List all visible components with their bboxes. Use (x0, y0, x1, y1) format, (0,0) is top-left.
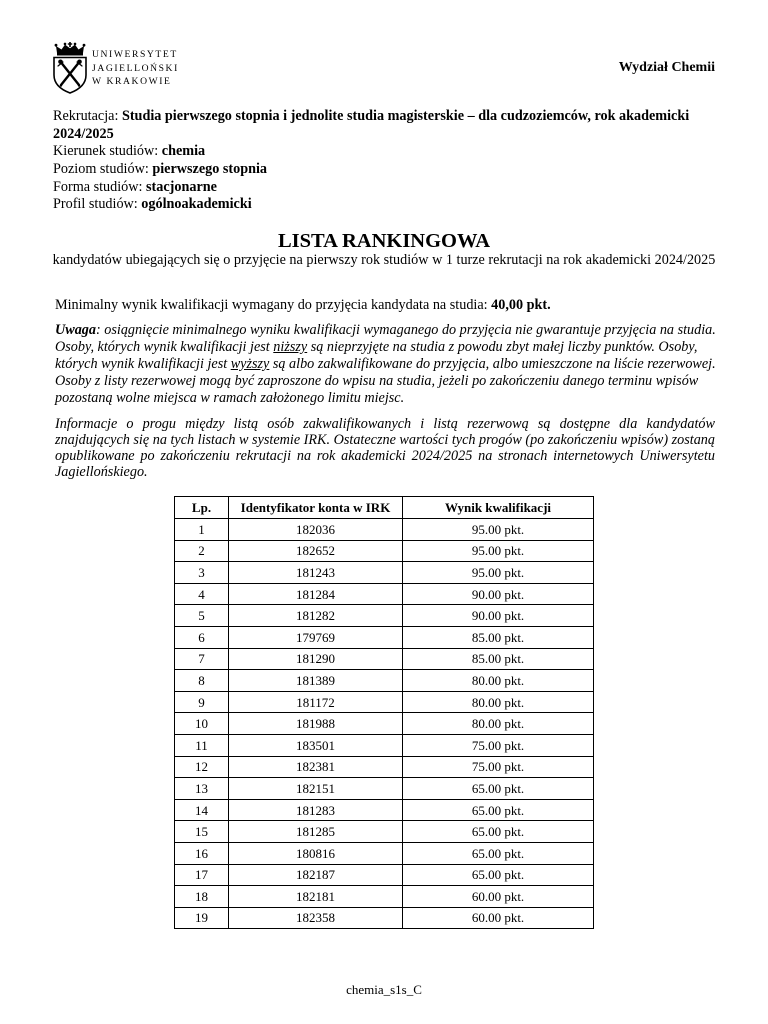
cell-lp: 15 (175, 821, 229, 843)
cell-score: 75.00 pkt. (403, 734, 594, 756)
cell-account-id: 182151 (229, 778, 403, 800)
cell-account-id: 181243 (229, 562, 403, 584)
cell-lp: 6 (175, 626, 229, 648)
wordmark-line: JAGIELLOŃSKI (92, 62, 179, 74)
cell-lp: 16 (175, 842, 229, 864)
cell-lp: 8 (175, 670, 229, 692)
table-row (175, 519, 594, 541)
cell-score: 85.00 pkt. (403, 648, 594, 670)
notice-text: : osiągnięcie minimalnego wyniku kwalifikacji wymaganego do przyjęcia nie gwarantuje przyjęcia na studia. Osoby, których wynik kwalifikacji jest (55, 321, 716, 355)
recruitment-value: Studia pierwszego stopnia i jednolite studia magisterskie – dla cudzoziemców, rok akademicki 2024/2025 (53, 108, 690, 142)
ranking-table-body (175, 519, 594, 929)
cell-account-id: 181988 (229, 713, 403, 735)
cell-score: 80.00 pkt. (403, 691, 594, 713)
cell-lp: 17 (175, 864, 229, 886)
cell-account-id: 182036 (229, 519, 403, 541)
field-of-study-value: chemia (161, 143, 206, 160)
page-subtitle: kandydatów ubiegających się o przyjęcie na pierwszy rok studiów w 1 turze rekrutacji na rok akademicki 2024/2025 (52, 251, 716, 268)
cell-score: 90.00 pkt. (403, 583, 594, 605)
minimum-score-value: 40,00 pkt. (491, 296, 551, 313)
column-header-score: Wynik kwalifikacji (403, 497, 594, 519)
notice-text: są nieprzyjęte na studia z powodu zbyt małej liczby punktów. Osoby, których wynik kwalifikacji jest (55, 338, 698, 372)
wordmark-line: UNIWERSYTET (92, 49, 178, 60)
cell-score: 95.00 pkt. (403, 562, 594, 584)
field-of-study-label: Kierunek studiów: (53, 143, 159, 160)
study-form-value: stacjonarne (146, 178, 217, 195)
wordmark-line: W KRAKOWIE (92, 76, 172, 87)
cell-lp: 4 (175, 583, 229, 605)
cell-score: 60.00 pkt. (403, 886, 594, 908)
study-form-label: Forma studiów: (53, 178, 143, 195)
table-row (175, 864, 594, 886)
cell-score: 90.00 pkt. (403, 605, 594, 627)
study-profile-label: Profil studiów: (53, 196, 138, 213)
column-header-lp: Lp. (175, 497, 229, 519)
cell-score: 80.00 pkt. (403, 713, 594, 735)
table-row (175, 670, 594, 692)
cell-score: 60.00 pkt. (403, 907, 594, 929)
table-row (175, 583, 594, 605)
minimum-score-label: Minimalny wynik kwalifikacji wymagany do przyjęcia kandydata na studia: (55, 296, 488, 313)
page-title: LISTA RANKINGOWA (277, 230, 491, 252)
cell-account-id: 181282 (229, 605, 403, 627)
cell-score: 65.00 pkt. (403, 842, 594, 864)
thresholds-info-paragraph: Informacje o progu między listą osób zakwalifikowanych i listą rezerwową są dostępne dla kandydatów znajdujących się na tych listach w systemie IRK. Ostateczne wartości tych progów (po zakończeniu wpisów) zostaną opublikowane po zakończeniu rekrutacji na rok akademicki 2024/2025 na stronach internetowych Uniwersytetu Jagiellońskiego. (55, 416, 715, 480)
cell-account-id: 182181 (229, 886, 403, 908)
table-row (175, 734, 594, 756)
cell-account-id: 182187 (229, 864, 403, 886)
cell-lp: 10 (175, 713, 229, 735)
cell-score: 80.00 pkt. (403, 670, 594, 692)
notice-paragraph (55, 322, 723, 408)
cell-lp: 13 (175, 778, 229, 800)
column-header-account-id: Identyfikator konta w IRK (229, 497, 403, 519)
cell-account-id: 181284 (229, 583, 403, 605)
faculty-name: Wydział Chemii (618, 60, 715, 75)
field-of-study-line (53, 143, 715, 161)
cell-lp: 1 (175, 519, 229, 541)
study-level-line (53, 161, 715, 179)
study-level-value: pierwszego stopnia (152, 161, 268, 178)
cell-account-id: 181389 (229, 670, 403, 692)
table-row (175, 605, 594, 627)
table-row (175, 907, 594, 929)
cell-account-id: 181285 (229, 821, 403, 843)
notice-label: Uwaga (55, 321, 96, 338)
cell-score: 95.00 pkt. (403, 519, 594, 541)
table-row (175, 842, 594, 864)
document-code: chemia_s1s_C (346, 982, 422, 997)
cell-lp: 5 (175, 605, 229, 627)
ranking-table (174, 496, 594, 929)
notice-lower-word: niższy (273, 338, 308, 355)
table-row (175, 713, 594, 735)
table-row (175, 799, 594, 821)
table-row (175, 626, 594, 648)
university-crest-icon (51, 42, 89, 94)
cell-score: 85.00 pkt. (403, 626, 594, 648)
study-info (53, 108, 715, 214)
cell-lp: 7 (175, 648, 229, 670)
cell-score: 75.00 pkt. (403, 756, 594, 778)
cell-account-id: 182652 (229, 540, 403, 562)
notice-higher-word: wyższy (230, 355, 270, 372)
table-row (175, 540, 594, 562)
cell-score: 95.00 pkt. (403, 540, 594, 562)
study-form-line (53, 179, 715, 197)
table-row (175, 756, 594, 778)
cell-lp: 14 (175, 799, 229, 821)
recruitment-label: Rekrutacja: (53, 108, 119, 125)
cell-account-id: 180816 (229, 842, 403, 864)
table-row (175, 562, 594, 584)
study-profile-value: ogólnoakademicki (141, 196, 252, 213)
cell-account-id: 183501 (229, 734, 403, 756)
cell-account-id: 181172 (229, 691, 403, 713)
cell-lp: 9 (175, 691, 229, 713)
cell-lp: 19 (175, 907, 229, 929)
table-row (175, 691, 594, 713)
cell-score: 65.00 pkt. (403, 821, 594, 843)
table-row (175, 886, 594, 908)
cell-lp: 3 (175, 562, 229, 584)
table-row (175, 821, 594, 843)
cell-account-id: 181290 (229, 648, 403, 670)
minimum-score-line (55, 297, 715, 314)
recruitment-line (53, 108, 715, 143)
notice-text: są albo zakwalifikowane do przyjęcia, albo umieszczone na liście rezerwowej. Osoby z listy rezerwowej mogą być zaproszone do wpisu na studia, jeżeli po zakończeniu danego terminu wpisów pozostaną wolne miejsca w ramach założonego limitu miejsc. (55, 355, 716, 407)
cell-lp: 12 (175, 756, 229, 778)
cell-score: 65.00 pkt. (403, 778, 594, 800)
cell-lp: 11 (175, 734, 229, 756)
cell-account-id: 182381 (229, 756, 403, 778)
cell-account-id: 181283 (229, 799, 403, 821)
table-row (175, 778, 594, 800)
table-row (175, 648, 594, 670)
study-level-label: Poziom studiów: (53, 161, 149, 178)
table-header-row (175, 497, 594, 519)
cell-lp: 2 (175, 540, 229, 562)
study-profile-line (53, 196, 715, 214)
cell-score: 65.00 pkt. (403, 799, 594, 821)
cell-account-id: 182358 (229, 907, 403, 929)
university-wordmark (92, 48, 179, 89)
cell-lp: 18 (175, 886, 229, 908)
cell-account-id: 179769 (229, 626, 403, 648)
cell-score: 65.00 pkt. (403, 864, 594, 886)
crown-icon (55, 42, 86, 56)
